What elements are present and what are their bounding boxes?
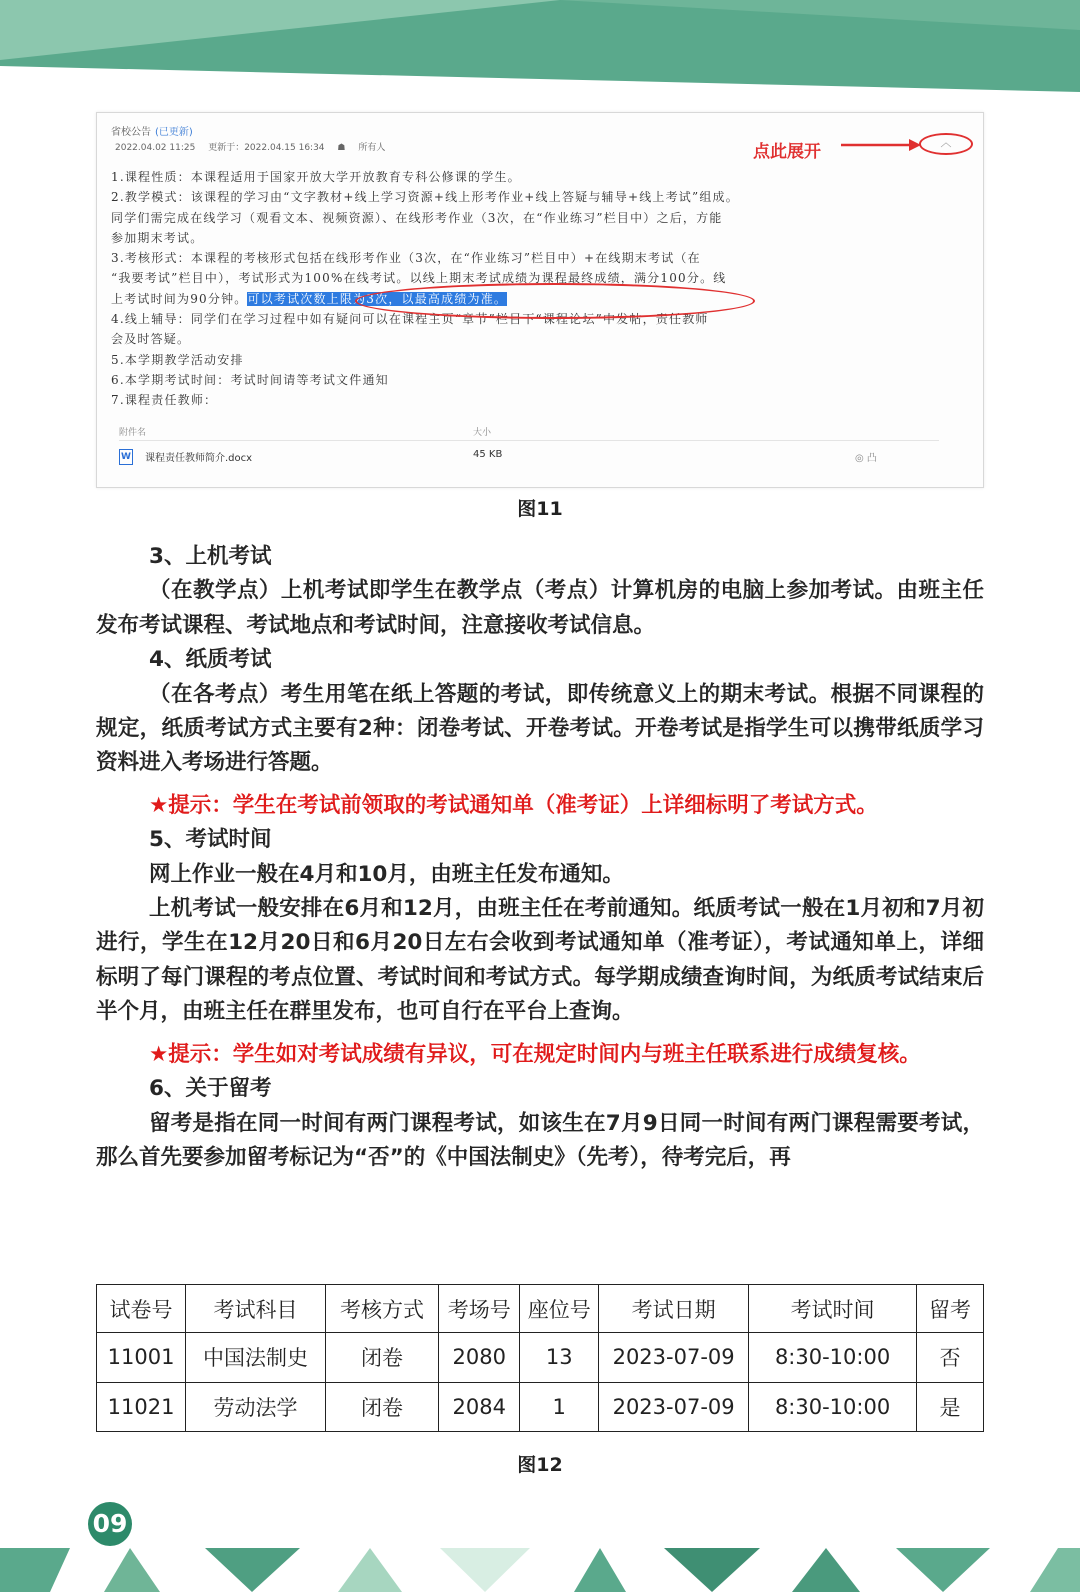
figure-12-caption: 图12 xyxy=(517,1454,563,1476)
attachment-col-size: 大小 xyxy=(473,428,492,438)
expand-annotation: 点此展开 xyxy=(753,142,821,162)
word-doc-icon: W xyxy=(119,449,133,465)
section-5-body-1: 网上作业一般在4月和10月，由班主任发布通知。 xyxy=(149,861,624,887)
announcement-line: 7.课程责任教师： xyxy=(111,393,218,408)
arrow-icon xyxy=(841,137,921,153)
table-header-cell: 座位号 xyxy=(520,1285,599,1333)
figure-11-caption: 图11 xyxy=(517,498,563,520)
table-header-cell: 考核方式 xyxy=(325,1285,438,1333)
section-5-title: 5、考试时间 xyxy=(149,827,272,853)
announcement-line: 6.本学期考试时间：考试时间请等考试文件通知 xyxy=(111,372,389,387)
announcement-line: 1.课程性质：本课程适用于国家开放大学开放教育专科公修课的学生。 xyxy=(111,170,521,184)
announcement-line: 4.线上辅导：同学们在学习过程中如有疑问可以在课程主页“章节”栏目下“课程论坛”中发帖，责任教师 xyxy=(111,312,709,327)
table-cell: 中国法制史 xyxy=(186,1333,326,1383)
table-header-cell: 考试科目 xyxy=(186,1285,326,1333)
table-cell: 11001 xyxy=(97,1333,186,1383)
section-6-title: 6、关于留考 xyxy=(149,1076,272,1102)
table-header-cell: 考场号 xyxy=(439,1285,520,1333)
table-header-row xyxy=(97,1285,984,1333)
table-row xyxy=(97,1333,984,1383)
highlighted-text: 可以考试次数上限为3次，以最高成绩为准。 xyxy=(247,291,508,306)
section-4-title: 4、纸质考试 xyxy=(149,647,272,673)
table-cell: 2023-07-09 xyxy=(599,1333,749,1383)
table-cell: 13 xyxy=(520,1333,599,1383)
table-header-cell: 考试日期 xyxy=(599,1285,749,1333)
table-cell: 8:30-10:00 xyxy=(749,1333,917,1383)
announcement-line: 会及时答疑。 xyxy=(111,332,191,347)
table-cell: 2023-07-09 xyxy=(599,1382,749,1432)
announcement-meta xyxy=(115,140,395,153)
attachment-name[interactable]: 课程责任教师简介.docx xyxy=(145,453,253,464)
header-decoration xyxy=(0,0,1080,100)
table-cell: 劳动法学 xyxy=(186,1382,326,1432)
table-header-cell: 考试时间 xyxy=(749,1285,917,1333)
table-cell: 闭卷 xyxy=(325,1333,438,1383)
announcement-line: 3.考核形式：本课程的考核形式包括在线形考作业（3次，在“作业练习”栏目中）+在线期末考试（在 xyxy=(111,251,701,266)
table-cell: 否 xyxy=(917,1333,984,1383)
attachment-size: 45 KB xyxy=(473,449,503,460)
updated-badge: (已更新) xyxy=(155,127,193,138)
announcement-screenshot xyxy=(96,112,984,488)
attachment-col-name: 附件名 xyxy=(119,428,147,438)
attachment-actions[interactable]: ◎ 凸 xyxy=(855,453,877,464)
exam-schedule-table xyxy=(96,1284,984,1432)
table-cell: 闭卷 xyxy=(325,1382,438,1432)
announcement-line: 参加期末考试。 xyxy=(111,230,204,245)
audience-icon: ☗ xyxy=(337,143,346,153)
table-cell: 11021 xyxy=(97,1382,186,1432)
attachment-header xyxy=(119,425,939,441)
footer-decoration xyxy=(0,1548,1080,1592)
announcement-title: 省校公告 xyxy=(111,127,151,138)
tip-exam-method: ★提示：学生在考试前领取的考试通知单（准考证）上详细标明了考试方式。 xyxy=(149,792,878,818)
audience-label: 所有人 xyxy=(358,143,386,153)
attachment-row[interactable] xyxy=(119,447,939,463)
section-4-body: （在各考点）考生用笔在纸上答题的考试，即传统意义上的期末考试。根据不同课程的规定，纸质考试方式主要有2种：闭卷考试、开卷考试。开卷考试是指学生可以携带纸质学习资料进入考场进行答题。 xyxy=(96,681,984,776)
announcement-line: 2.教学模式：该课程的学习由“文字教材+线上学习资源+线上形考作业+线上答疑与辅导+线上考试”组成。 xyxy=(111,190,739,205)
announcement-header xyxy=(111,123,193,138)
tip-score-review: ★提示：学生如对考试成绩有异议，可在规定时间内与班主任联系进行成绩复核。 xyxy=(149,1041,921,1067)
line-prefix: 上考试时间为90分钟。 xyxy=(111,291,248,306)
red-circle-annotation xyxy=(355,283,755,319)
announcement-line: “我要考试”栏目中），考试形式为100%在线考试。以线上期末考试成绩为课程最终成绩，满分100分。线 xyxy=(111,271,727,286)
chevron-up-icon: ︿ xyxy=(940,136,952,149)
section-6-body: 留考是指在同一时间有两门课程考试，如该生在7月9日同一时间有两门课程需要考试，那么首先要参加留考标记为“否”的《中国法制史》（先考），待考完后，再 xyxy=(96,1110,984,1170)
table-cell: 2084 xyxy=(439,1382,520,1432)
page-number: 09 xyxy=(88,1502,132,1546)
table-row xyxy=(97,1382,984,1432)
section-5-body-2: 上机考试一般安排在6月和12月，由班主任在考前通知。纸质考试一般在1月初和7月初进行，学生在12月20日和6月20日左右会收到考试通知单（准考证），考试通知单上，详细标明了每门课程的考点位置、考试时间和考试方式。每学期成绩查询时间，为纸质考试结束后半个月，由班主任在群里发布，也可自行在平台上查询。 xyxy=(96,896,984,1025)
announcement-line: 同学们需完成在线学习（观看文本、视频资源）、在线形考作业（3次，在“作业练习”栏目中）之后，方能 xyxy=(111,210,723,225)
announcement-line: 5.本学期教学活动安排 xyxy=(111,352,244,367)
table-cell: 8:30-10:00 xyxy=(749,1382,917,1432)
table-header-cell: 试卷号 xyxy=(97,1285,186,1333)
section-3-body: （在教学点）上机考试即学生在教学点（考点）计算机房的电脑上参加考试。由班主任发布考试课程、考试地点和考试时间，注意接收考试信息。 xyxy=(96,578,984,638)
table-header-cell: 留考 xyxy=(917,1285,984,1333)
table-cell: 1 xyxy=(520,1382,599,1432)
updated-date: 更新于：2022.04.15 16:34 xyxy=(208,143,325,153)
table-cell: 是 xyxy=(917,1382,984,1432)
table-cell: 2080 xyxy=(439,1333,520,1383)
article-body xyxy=(96,540,984,1175)
section-3-title: 3、上机考试 xyxy=(149,544,272,569)
expand-toggle-button[interactable] xyxy=(919,133,973,155)
publish-date: 2022.04.02 11:25 xyxy=(115,143,196,153)
